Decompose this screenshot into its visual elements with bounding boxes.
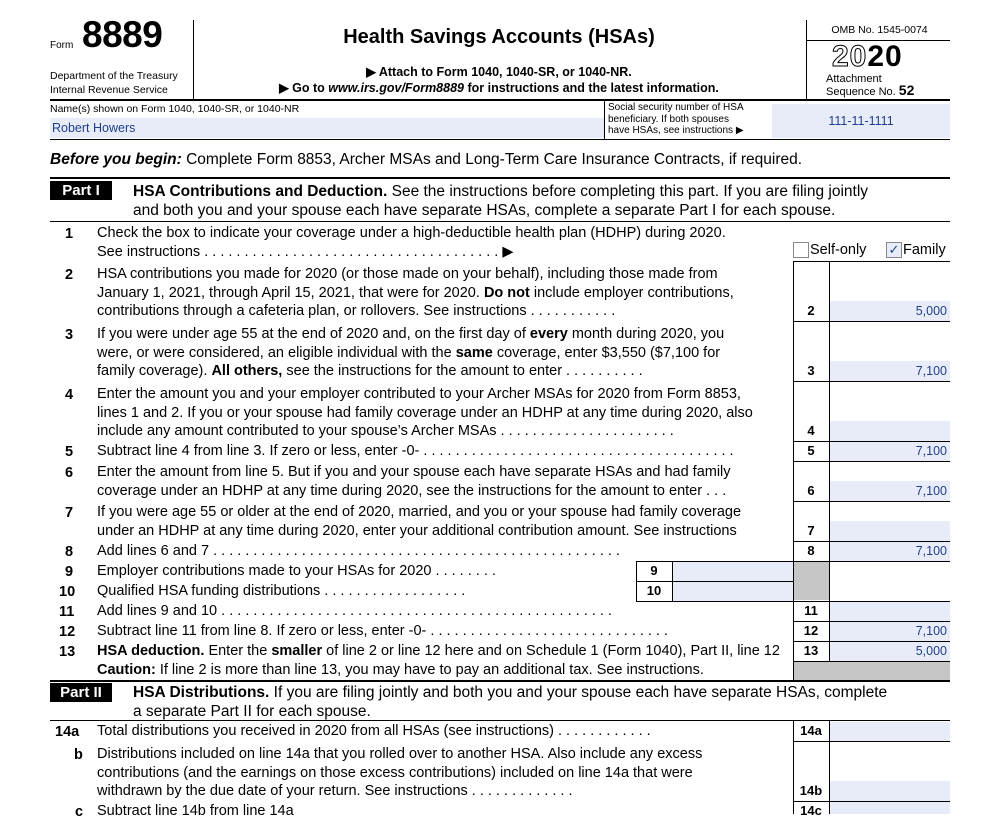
line-9-text: Employer contributions made to your HSAs for 2020 . . . . . . . . xyxy=(97,563,496,579)
shaded-area xyxy=(794,662,950,680)
line-number: b xyxy=(74,747,83,763)
line-number: c xyxy=(75,804,84,820)
line-number: 13 xyxy=(59,644,76,660)
line-4-text: Enter the amount you and your employer contributed to your Archer MSAs for 2020 from Form 8853, lines 1 and 2. If you or your spouse had family coverage under an HDHP at any time during 2020, also include any amount contributed to your spouse’s Archer MSAs . . . . . . . . . . . . . . . . . . . . . . xyxy=(97,386,753,439)
line-14c-amount-field[interactable] xyxy=(830,802,950,814)
line-13-amount-field[interactable] xyxy=(830,642,950,661)
line-box-label: 9 xyxy=(650,563,658,578)
family-checkbox[interactable]: ✓ xyxy=(886,242,902,258)
line-box-label: 3 xyxy=(807,363,815,378)
line-number: 9 xyxy=(65,564,74,580)
line-3-text: If you were under age 55 at the end of 2020 and, on the first day of every month during 2020, you were, or were considered, an eligible individual with the same coverage, enter $3,550 ($7,100 for family coverage). All others, see the instructions for the amount to enter . . . . . . . . . . xyxy=(97,326,725,379)
line-13-text: HSA deduction. Enter the smaller of line 2 or line 12 here and on Schedule 1 (Form 1040), Part II, line 12 Caution: If line 2 is more than line 13, you may have to pay an additional tax. See instructions. xyxy=(97,643,780,678)
line-14b-text: Distributions included on line 14a that you rolled over to another HSA. Also include any excess contributions (and the earnings on those excess contributions) included on line 14a that were withdrawn by the due date of your return. See instructions . . . . . . . . . . . . . xyxy=(97,746,703,799)
line-number: 7 xyxy=(65,505,74,521)
line-number: 8 xyxy=(65,544,74,560)
line-9-amount-field[interactable] xyxy=(673,562,793,581)
line-box-label: 7 xyxy=(807,523,815,538)
line-10-text: Qualified HSA funding distributions . . . . . . . . . . . . . . . . . . xyxy=(97,583,466,599)
line-number: 12 xyxy=(59,624,76,640)
line-14a-amount-field[interactable] xyxy=(830,722,950,741)
ssn-field[interactable] xyxy=(772,104,950,138)
ssn-label: Social security number of HSA beneficiary. If both spouses have HSAs, see instructions ▶ xyxy=(608,102,744,136)
line-number: 11 xyxy=(59,604,75,620)
line-box-label: 13 xyxy=(803,643,819,658)
line-box-label: 14a xyxy=(800,723,822,738)
line-3-amount-field[interactable] xyxy=(830,361,950,381)
line-10-amount-field[interactable] xyxy=(673,582,793,601)
line-box-label: 14b xyxy=(799,783,823,798)
line-8-text: Add lines 6 and 7 . . . . . . . . . . . . . . . . . . . . . . . . . . . . . . . . . . . . . . . . . . . . . . . . . . . xyxy=(97,543,620,559)
line-2-text: HSA contributions you made for 2020 (or those made on your behalf), including those made from January 1, 2021, through April 15, 2021, that were for 2020. Do not include employer contributions, contributions through a cafeteria plan, or rollovers. See instructions . . . . . . . . . . . xyxy=(97,266,734,319)
line-12-amount-field[interactable] xyxy=(830,622,950,641)
amount-value: 7,100 xyxy=(915,544,947,558)
ssn-value: 111-11-1111 xyxy=(828,114,894,128)
line-14a-text: Total distributions you received in 2020 from all HSAs (see instructions) . . . . . . . . . . . . xyxy=(97,723,651,739)
amount-value: 5,000 xyxy=(915,304,947,318)
line-4-amount-field[interactable] xyxy=(830,421,950,441)
line-14b-amount-field[interactable] xyxy=(830,781,950,801)
line-box-label: 12 xyxy=(803,623,819,638)
before-you-begin: Before you begin: Complete Form 8853, Archer MSAs and Long-Term Care Insurance Contracts, if required. xyxy=(50,151,803,168)
name-value: Robert Howers xyxy=(52,121,136,135)
line-box-label: 4 xyxy=(807,423,815,438)
goto-instruction: ▶ Go to www.irs.gov/Form8889 for instructions and the latest information. xyxy=(279,81,719,95)
department-line-1: Department of the Treasury xyxy=(50,70,178,82)
line-box-label: 5 xyxy=(807,443,815,458)
line-number: 5 xyxy=(65,444,74,460)
self-only-label: Self-only xyxy=(810,242,867,258)
line-11-amount-field[interactable] xyxy=(830,602,950,621)
omb-number: OMB No. 1545-0074 xyxy=(831,24,928,36)
form-word: Form xyxy=(50,40,74,51)
line-11-text: Add lines 9 and 10 . . . . . . . . . . . . . . . . . . . . . . . . . . . . . . . . . . . . . . . . . . . . . . . . . xyxy=(97,603,612,619)
line-8-amount-field[interactable] xyxy=(830,542,950,561)
line-number: 10 xyxy=(59,584,76,600)
line-box-label: 10 xyxy=(646,583,662,598)
line-box-label: 8 xyxy=(807,543,815,558)
name-label: Name(s) shown on Form 1040, 1040-SR, or 1040-NR xyxy=(50,103,300,115)
amount-value: 5,000 xyxy=(915,644,947,658)
sequence-number: Sequence No. 52 xyxy=(826,82,915,98)
form-title: Health Savings Accounts (HSAs) xyxy=(343,26,655,48)
part-1-heading: HSA Contributions and Deduction. See the instructions before completing this part. If you are filing jointly and both you and your spouse each have separate HSAs, complete a separate Part I for each spouse. xyxy=(133,183,869,219)
form-number: 8889 xyxy=(82,14,163,55)
line-number: 2 xyxy=(65,267,74,283)
attachment-label: Attachment xyxy=(826,73,882,85)
name-field[interactable] xyxy=(50,118,604,138)
line-number: 14a xyxy=(55,724,80,740)
line-6-amount-field[interactable] xyxy=(830,481,950,501)
irs-url[interactable]: www.irs.gov/Form8889 xyxy=(328,81,464,95)
line-box-label: 2 xyxy=(807,303,815,318)
part-1-tag: Part I xyxy=(50,181,112,200)
attach-instruction: ▶ Attach to Form 1040, 1040-SR, or 1040-NR. xyxy=(366,65,632,79)
shaded-area xyxy=(794,562,829,600)
line-box-label: 11 xyxy=(804,603,818,618)
line-7-amount-field[interactable] xyxy=(830,521,950,541)
self-only-checkbox[interactable] xyxy=(793,242,809,258)
line-12-text: Subtract line 11 from line 8. If zero or less, enter -0- . . . . . . . . . . . . . . . . . . . . . . . . . . . . . . xyxy=(97,623,669,639)
line-5-amount-field[interactable] xyxy=(830,442,950,461)
line-7-text: If you were age 55 or older at the end of 2020, married, and you or your spouse had family coverage under an HDHP at any time during 2020, enter your additional contribution amount. See instructions xyxy=(97,504,742,539)
amount-value: 7,100 xyxy=(915,624,947,638)
part-2-tag: Part II xyxy=(50,683,112,702)
line-number: 1 xyxy=(65,226,74,242)
amount-value: 7,100 xyxy=(915,484,947,498)
family-label: Family xyxy=(903,242,946,258)
line-number: 4 xyxy=(65,387,74,403)
department-line-2: Internal Revenue Service xyxy=(50,84,168,96)
line-box-label: 6 xyxy=(807,483,815,498)
line-14c-text: Subtract line 14b from line 14a xyxy=(97,803,294,819)
line-1-text: Check the box to indicate your coverage under a high-deductible health plan (HDHP) during 2020. See instructions . . . . . . . . . . . . . . . . . . . . . . . . . . . . . . . . . . . . . ▶ xyxy=(97,225,726,260)
line-number: 3 xyxy=(65,327,74,343)
amount-value: 7,100 xyxy=(915,364,947,378)
line-5-text: Subtract line 4 from line 3. If zero or less, enter -0- . . . . . . . . . . . . . . . . . . . . . . . . . . . . . . . . . . . . . . . xyxy=(97,443,734,459)
line-2-amount-field[interactable] xyxy=(830,301,950,321)
form-header xyxy=(0,0,997,100)
line-6-text: Enter the amount from line 5. But if you and your spouse each have separate HSAs and had family coverage under an HDHP at any time during 2020, see the instructions for the amount to enter . . . xyxy=(97,464,731,499)
part-2-heading: HSA Distributions. If you are filing jointly and both you and your spouse each have separate HSAs, complete a separate Part II for each spouse. xyxy=(133,684,888,720)
amount-value: 7,100 xyxy=(915,444,947,458)
tax-year: 2020 xyxy=(832,40,903,73)
line-box-label: 14c xyxy=(800,803,822,818)
line-number: 6 xyxy=(65,465,74,481)
